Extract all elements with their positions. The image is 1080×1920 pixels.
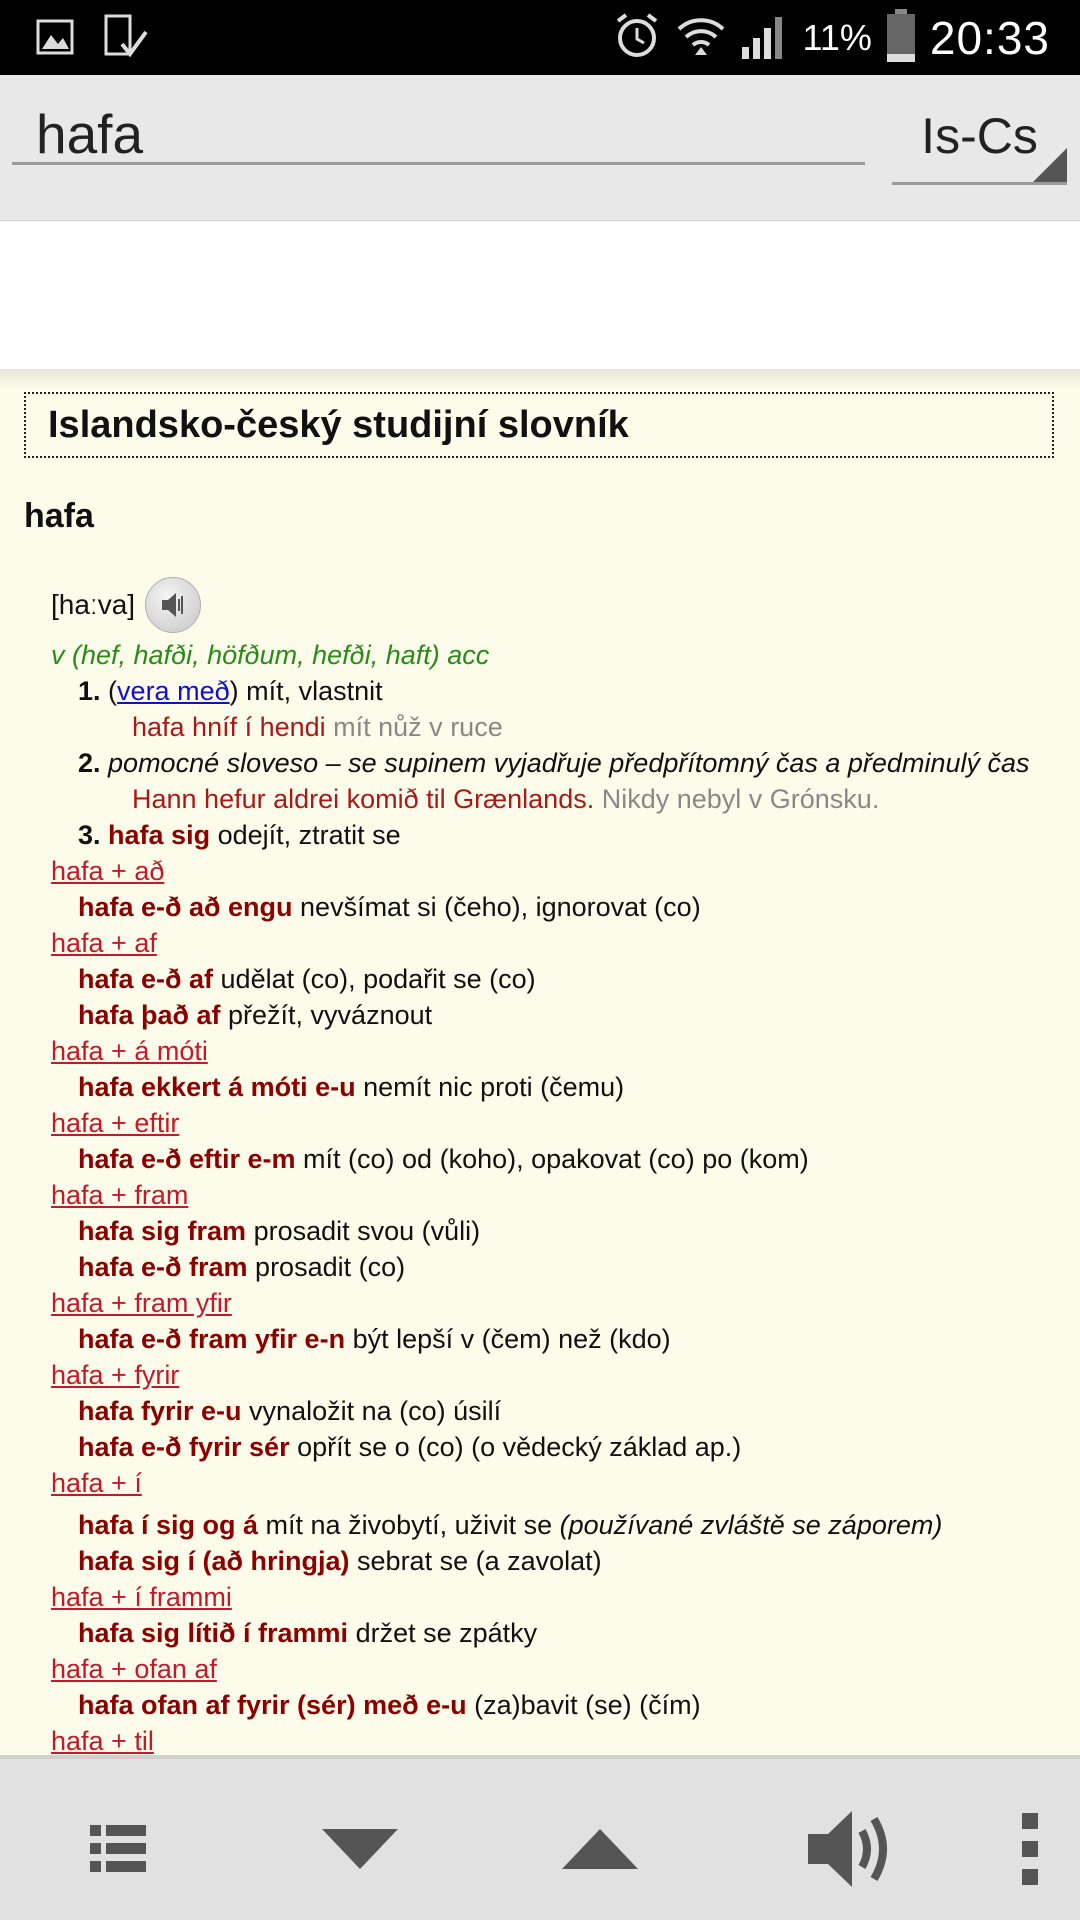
- meaning: opřít se o (co) (o vědecký základ ap.): [289, 1432, 742, 1462]
- meaning: udělat (co), podařit se (co): [213, 964, 536, 994]
- phrasal-item: [51, 1507, 1071, 1543]
- entry-body: [51, 577, 1071, 1755]
- phrasal-item: [51, 1249, 1071, 1285]
- meaning: nevšímat si (čeho), ignorovat (co): [292, 892, 701, 922]
- meaning: vynaložit na (co) úsilí: [241, 1396, 502, 1426]
- phrase: hafa ofan af fyrir (sér) með e-u: [78, 1690, 467, 1720]
- bottom-toolbar: [0, 1755, 1080, 1920]
- arrow-up-icon: [560, 1824, 640, 1874]
- phrasal-item: [51, 1543, 1071, 1579]
- sense-text: pomocné sloveso – se supinem vyjadřuje předpřítomný čas a předminulý čas: [100, 748, 1030, 778]
- list-icon: [88, 1819, 148, 1879]
- sense-1: [51, 673, 1071, 709]
- meaning: mít (co) od (koho), opakovat (co) po (kom): [295, 1144, 809, 1174]
- phrase: hafa sig fram: [78, 1216, 247, 1246]
- phrasal-item: [51, 1429, 1071, 1465]
- phrasal-heading-link[interactable]: hafa + eftir: [51, 1108, 180, 1138]
- example-translation: Nikdy nebyl v Grónsku.: [594, 784, 880, 814]
- phrase: hafa e-ð fram: [78, 1252, 248, 1282]
- phrase: hafa e-ð eftir e-m: [78, 1144, 296, 1174]
- phrasal-item: [51, 1687, 1071, 1723]
- search-bar: [0, 75, 1080, 221]
- signal-icon: [740, 11, 788, 66]
- sense-2: [51, 745, 1071, 781]
- grammar-info: v (hef, hafði, höfðum, hefði, haft) acc: [51, 640, 490, 670]
- dropdown-corner-icon: [1033, 148, 1067, 182]
- headword: hafa: [24, 497, 94, 535]
- phrasal-heading-link[interactable]: hafa + fram yfir: [51, 1288, 232, 1318]
- phrasal-item: [51, 1141, 1071, 1177]
- sense-2-example: [51, 781, 1071, 817]
- paren: ): [229, 676, 239, 706]
- phrase: hafa sig í (að hringja): [78, 1546, 350, 1576]
- sense-number: 2.: [78, 748, 101, 778]
- cross-reference-link[interactable]: vera með: [117, 676, 230, 706]
- phrasal-heading-link[interactable]: hafa + í frammi: [51, 1582, 232, 1612]
- status-bar: [0, 0, 1080, 75]
- list-button[interactable]: [63, 1799, 173, 1899]
- phrasal-item: [51, 1213, 1071, 1249]
- phrasal-item: [51, 997, 1071, 1033]
- battery-icon: [886, 9, 916, 68]
- phrasal-item: [51, 1069, 1071, 1105]
- alarm-icon: [612, 11, 662, 66]
- image-notification-icon: [36, 19, 74, 60]
- arrow-down-icon: [320, 1824, 400, 1874]
- phrase: hafa e-ð af: [78, 964, 214, 994]
- phrasal-heading-link[interactable]: hafa + til: [51, 1726, 154, 1755]
- meaning: držet se zpátky: [348, 1618, 538, 1648]
- next-button[interactable]: [305, 1799, 415, 1899]
- phrase: hafa fyrir e-u: [78, 1396, 242, 1426]
- phrase: hafa sig: [100, 820, 211, 850]
- meaning: (za)bavit (se) (čím): [466, 1690, 701, 1720]
- dictionary-title: Islandsko-český studijní slovník: [24, 392, 1054, 458]
- phrasal-item: [51, 1393, 1071, 1429]
- language-select[interactable]: [892, 100, 1067, 185]
- shadow-divider: [0, 369, 1080, 389]
- phrasal-item: [51, 1615, 1071, 1651]
- download-done-icon: [102, 14, 148, 65]
- phrase: hafa sig lítið í frammi: [78, 1618, 349, 1648]
- example: Hann hefur aldrei komið til Grænlands.: [132, 784, 595, 814]
- clock: 20:33: [929, 12, 1050, 64]
- meaning: sebrat se (a zavolat): [349, 1546, 602, 1576]
- phrasal-heading-link[interactable]: hafa + ofan af: [51, 1654, 217, 1684]
- example: hafa hníf í hendi: [132, 712, 326, 742]
- banner-area: [0, 221, 1080, 369]
- phrasal-heading-link[interactable]: hafa + á móti: [51, 1036, 208, 1066]
- phrasal-heading-link[interactable]: hafa + fyrir: [51, 1360, 180, 1390]
- phrasal-item: [51, 961, 1071, 997]
- phrase: hafa það af: [78, 1000, 221, 1030]
- meaning: přežít, vyváznout: [220, 1000, 433, 1030]
- sense-number: 1.: [78, 676, 101, 706]
- phrase: hafa e-ð fyrir sér: [78, 1432, 290, 1462]
- more-vert-icon: [1018, 1809, 1042, 1889]
- previous-button[interactable]: [545, 1799, 655, 1899]
- sense-number: 3.: [78, 820, 101, 850]
- pronunciation-row: [51, 577, 1071, 633]
- speak-button[interactable]: [795, 1799, 905, 1899]
- play-pronunciation-button[interactable]: [145, 577, 201, 633]
- sense-text: odejít, ztratit se: [210, 820, 401, 850]
- phrase: hafa ekkert á móti e-u: [78, 1072, 356, 1102]
- phrasal-heading-link[interactable]: hafa + að: [51, 856, 165, 886]
- search-input[interactable]: [12, 105, 865, 165]
- language-select-value: Is-Cs: [921, 108, 1038, 164]
- more-options-button[interactable]: [980, 1799, 1080, 1899]
- speaker-icon: [800, 1799, 900, 1899]
- phrasal-heading-link[interactable]: hafa + í: [51, 1468, 142, 1498]
- meaning: prosadit (co): [247, 1252, 406, 1282]
- meaning: prosadit svou (vůli): [246, 1216, 481, 1246]
- phrase: hafa e-ð fram yfir e-n: [78, 1324, 346, 1354]
- sense-3: [51, 817, 1071, 853]
- dictionary-content[interactable]: [0, 369, 1080, 1755]
- example-translation: mít nůž v ruce: [325, 712, 503, 742]
- phrasal-item: [51, 889, 1071, 925]
- phrase: hafa í sig og á: [78, 1510, 259, 1540]
- phrasal-heading-link[interactable]: hafa + af: [51, 928, 157, 958]
- pronunciation: [haːva]: [51, 589, 136, 620]
- usage-note: (používané zvláště se záporem): [559, 1510, 943, 1540]
- meaning: nemít nic proti (čemu): [355, 1072, 625, 1102]
- paren: (: [108, 676, 118, 706]
- phrase: hafa e-ð að engu: [78, 892, 293, 922]
- meaning: být lepší v (čem) než (kdo): [345, 1324, 671, 1354]
- battery-percent: 11%: [802, 17, 872, 58]
- phrasal-heading-link[interactable]: hafa + fram: [51, 1180, 189, 1210]
- wifi-icon: [676, 11, 726, 66]
- meaning: mít na živobytí, uživit se: [258, 1510, 560, 1540]
- sense-1-example: [51, 709, 1071, 745]
- sense-text: mít, vlastnit: [238, 676, 383, 706]
- phrasal-item: [51, 1321, 1071, 1357]
- speaker-icon: [146, 578, 200, 632]
